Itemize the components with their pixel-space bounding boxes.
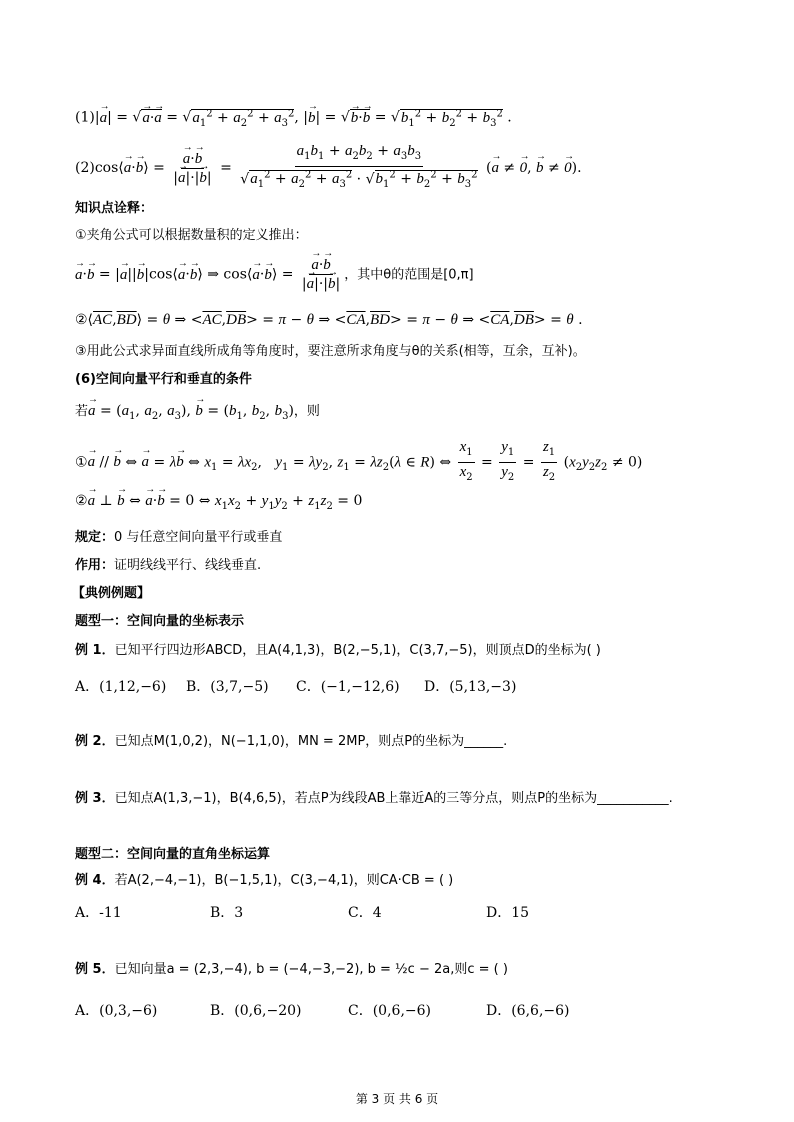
example-4-option-b: B．3 [210,905,244,921]
use-line [75,556,754,576]
example-2-text: 已知点M(1,0,2)，N(−1,1,0)，MN = 2MP，则点P的坐标为______. [114,734,508,749]
example-4-label: 例 4． [75,873,115,888]
example-3-text: 已知点A(1,3,−1)，B(4,6,5)，若点P为线段AB上靠近A的三等分点，则点P的坐标为___________. [114,791,673,806]
example-1-option-a: A．(1,12,−6) [75,679,167,695]
example-5-text: 已知向量a = (2,3,−4), b = (−4,−3,−2), b = ½c − 2a,则c = ( ) [114,962,508,977]
example-5-option-d: D．(6,6,−6) [486,1003,570,1019]
note-1-formula: a →·b → = |a →||b →|cos⟨a →·b →⟩ ⇒ cos⟨a →·b →⟩ = $\frac{a \to\cdot b \to}{|a \to|\cdot|b \to|}$ ，其中θ的范围是[0,π] [75,256,754,294]
use-label: 作用： [75,558,115,573]
example-4-text: 若A(2,−4,−1)，B(−1,5,1)，C(3,−4,1)，则CA·CB = ( ) [114,873,454,888]
example-5 [75,960,754,980]
rule-label: 规定： [75,530,115,545]
example-1 [75,641,754,661]
example-4 [75,871,754,891]
example-5-option-c: C．(0,6,−6) [348,1003,431,1019]
note-1-tail: ，其中θ的范围是[0,π] [344,267,474,283]
use-text: 证明线线平行、线线垂直. [114,558,262,573]
section-6-heading: (6)空间向量平行和垂直的条件 [75,372,252,387]
type-2-heading: 题型二：空间向量的直角坐标运算 [75,847,271,862]
notes-heading: 知识点诠释： [75,201,154,216]
example-2-label: 例 2． [75,734,115,749]
formula-vector-cosine: (2)cos⟨a →·b →⟩ = $\frac{a \to\cdot b \to}{|a \to|\cdot|b \to|}$ = $\frac{a_1b_1 + a_2b_2 + a_3b_3}{√a_1^2 + a_2^2 + a_3^2 \cdot √b_1^2 + b_2^2 + b_3^2}$ (a → ≠ 0 →, b → ≠ 0 →). [75,142,754,194]
example-2 [75,732,754,752]
note-2: $②⟨\overline{AC},\overline{BD}⟩ = \theta$ ⇒ $<\overline{AC},\overline{DB}> = \pi - \theta$ ⇒ $<\overline{CA},\overline{BD}> = \pi - \theta$ ⇒ $<\overline{CA},\overline{DB}> = \theta$ . [75,312,583,328]
example-1-option-b: B．(3,7,−5) [186,679,269,695]
rule-line [75,528,754,548]
example-1-label: 例 1． [75,643,115,658]
example-4-option-c: C．4 [348,905,382,921]
example-1-option-d: D．(5,13,−3) [424,679,517,695]
type-1-heading: 题型一：空间向量的坐标表示 [75,614,245,629]
example-1-text: 已知平行四边形ABCD，且A(4,1,3)，B(2,−5,1)，C(3,7,−5)，则顶点D的坐标为( ) [114,643,601,658]
example-5-label: 例 5． [75,962,115,977]
note-3: ③用此公式求异面直线所成角等角度时，要注意所求角度与θ的关系(相等，互余，互补)。 [75,344,586,359]
examples-heading: 【典例例题】 [72,586,151,601]
example-3 [75,789,754,809]
example-4-option-d: D．15 [486,905,530,921]
example-4-option-a: A．-11 [75,905,122,921]
example-5-option-a: A．(0,3,−6) [75,1003,158,1019]
parallel-condition: ①a → // b → ⇔ a → = λb → ⇔ $x_1 = \lambda x_2$, $y_1 = \lambda y_2$, $z_1 = \lambda z_2(\lambda$ ∈ R) ⇔ $\frac{x_1}{x_2}$ = $\frac{y_1}{y_2}$ = $\frac{z_1}{z_2}$ $(x_2y_2z_2 \ne 0)$ [75,438,754,488]
rule-text: 0 与任意空间向量平行或垂直 [114,530,283,545]
example-1-option-c: C．(−1,−12,6) [296,679,400,695]
example-3-label: 例 3． [75,791,115,806]
page-footer: 第 3 页 共 6 页 [355,1092,439,1106]
formula-vector-magnitude: (1)|a →| = √a →·a → = $√a_1^2 + a_2^2 + a_3^2$, |b →| = √b →·b → = $√b_1^2 + b_2^2 + b_3^2$ . [75,104,754,133]
example-5-option-b: B．(0,6,−20) [210,1003,302,1019]
note-1: ①夹角公式可以根据数量积的定义推出： [75,228,308,243]
section-6-condition: 若a → = ($a_1$, $a_2$, $a_3$), b → = ($b_1$, $b_2$, $b_3$)，则 [75,401,754,427]
perpendicular-condition: ②a → ⊥ b → ⇔ a →·b → = 0 ⇔ $x_1x_2 + y_1y_2 + z_1z_2 = 0$ [75,491,754,517]
